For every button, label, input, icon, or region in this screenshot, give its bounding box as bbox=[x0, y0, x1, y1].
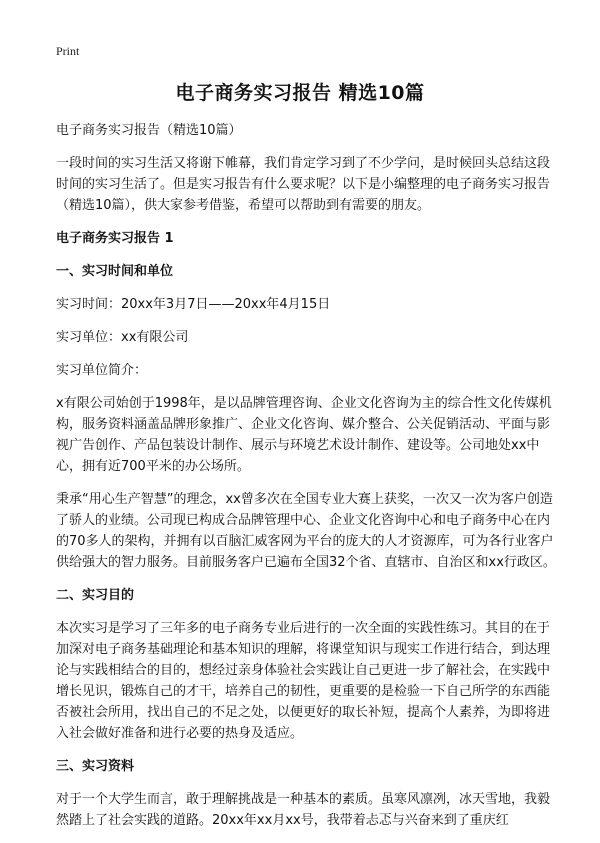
section-heading-purpose: 二、实习目的 bbox=[56, 588, 135, 603]
purpose-paragraph: 本次实习是学习了三年多的电子商务专业后进行的一次全面的实践性练习。其目的在于加深对电子商务基础理论和基本知识的理解，将课堂知识与现实工作进行结合，到达理论与实践相结合的目的，想经过亲身体验社会实践让自己更进一步了解社会，在实践中增长见识，锻炼自己的才干，培养自己的韧性，更重要的是检验一下自己所学的东西能否被社会所用，找出自己的不足之处，以便更好的取长补短，提高个人素养，为即将进入社会做好准备和进行必要的热身及适应。 bbox=[56, 621, 551, 741]
internship-time: 实习时间：20xx年3月7日——20xx年4月15日 bbox=[56, 297, 331, 312]
company-paragraph-1: x有限公司始创于1998年，是以品牌管理咨询、企业文化咨询为主的综合性文化传媒机构，服务资料涵盖品牌形象推广、企业文化咨询、媒介整合、公关促销活动、平面与影视广告创作、产品包装设计制作、展示与环境艺术设计制作、建设等。公司地处xx中心，拥有近700平米的办公场所。 bbox=[56, 396, 552, 474]
report-heading: 电子商务实习报告 1 bbox=[56, 231, 174, 246]
internship-unit: 实习单位：xx有限公司 bbox=[56, 330, 189, 345]
unit-intro-label: 实习单位简介： bbox=[56, 363, 148, 378]
intro-paragraph: 一段时间的实习生活又将谢下帷幕，我们肯定学习到了不少学问，是时候回头总结这段时间的实习生活了。但是实习报告有什么要求呢？以下是小编整理的电子商务实习报告（精选10篇），供大家参考借鉴，希望可以帮助到有需要的朋友。 bbox=[56, 156, 551, 213]
page-title: 电子商务实习报告 精选10篇 bbox=[175, 82, 425, 104]
print-label: Print bbox=[56, 44, 80, 58]
document-body bbox=[56, 120, 556, 843]
section-heading-time-unit: 一、实习时间和单位 bbox=[56, 264, 174, 279]
document-subtitle: 电子商务实习报告（精选10篇） bbox=[56, 123, 242, 138]
company-paragraph-2: 秉承“用心生产智慧”的理念，xx曾多次在全国专业大赛上获奖，一次又一次为客户创造了骄人的业绩。公司现已构成合品牌管理中心、企业文化咨询中心和电子商务中心在内的70多人的架构，并拥有以百脑汇威客网为平台的庞大的人才资源库，可为各行业客户供给强大的智力服务。目前服务客户已遍布全国32个省、直辖市、自治区和xx行政区。 bbox=[56, 492, 556, 570]
materials-paragraph: 对于一个大学生而言，敢于理解挑战是一种基本的素质。虽寒风凛冽，冰天雪地，我毅然踏上了社会实践的道路。20xx年xx月xx号，我带着忐忑与兴奋来到了重庆红 bbox=[56, 792, 551, 828]
section-heading-materials: 三、实习资料 bbox=[56, 759, 135, 774]
